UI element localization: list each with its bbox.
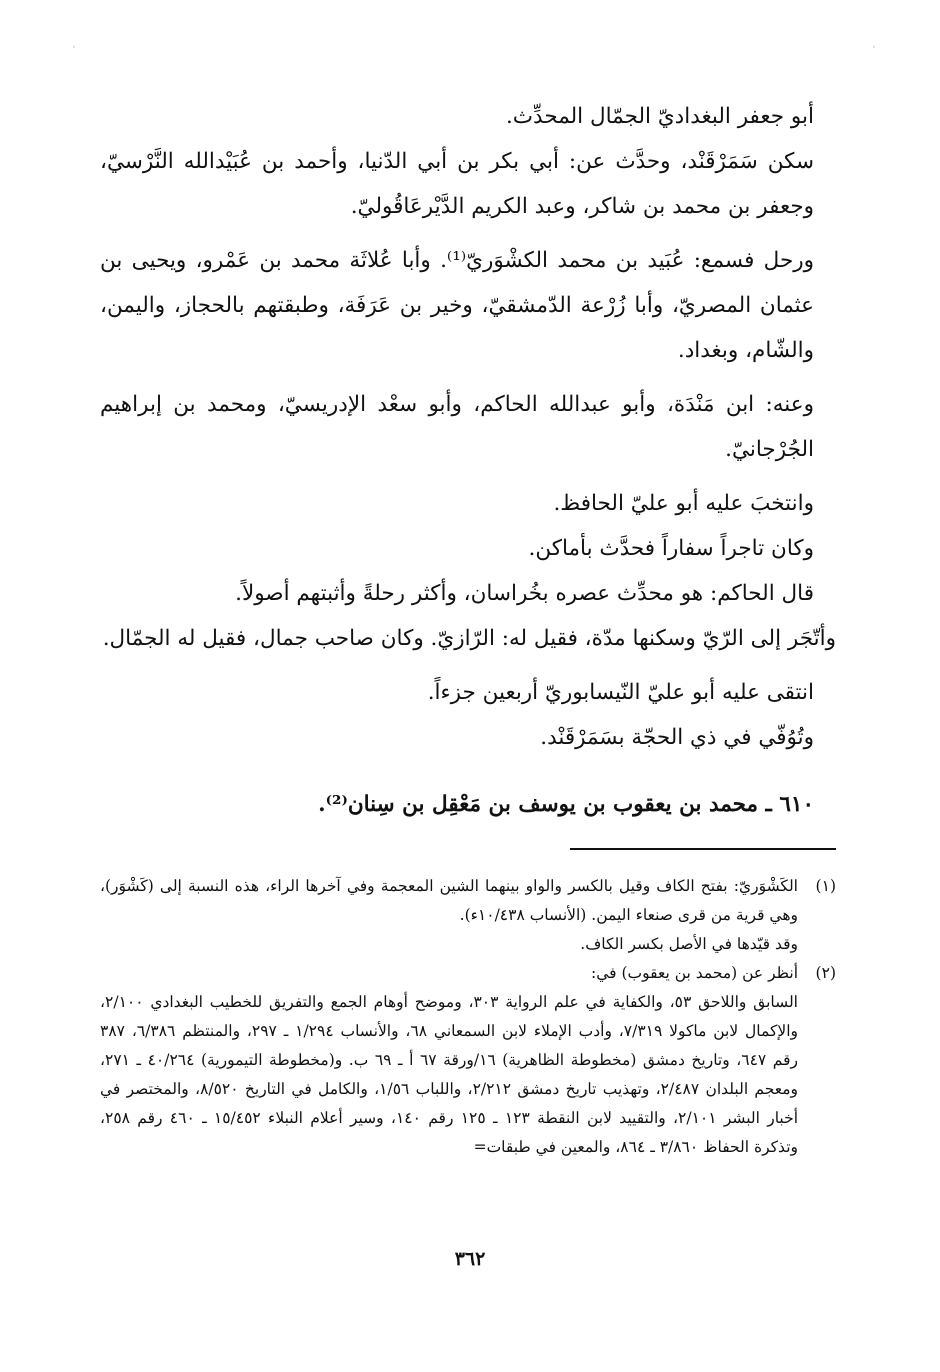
footnote-number: (١) <box>815 877 836 895</box>
paragraph: وتُوُفّي في ذي الحجّة بسَمَرْقَنْد. <box>540 725 814 750</box>
paragraph: وأتّجَر إلى الرّيّ وسكنها مدّة، فقيل له: الرّازيّ. وكان صاحب جمال، فقيل له الجمّال. <box>102 626 836 651</box>
footnote-line: أنظر عن (محمد بن يعقوب) في: <box>591 964 798 982</box>
footnote-number: (٢) <box>815 964 836 982</box>
corner-mark-left: · <box>72 40 76 54</box>
corner-mark-right: · <box>872 40 876 54</box>
paragraph: وكان تاجراً سفاراً فحدَّث بأماكن. <box>528 536 814 561</box>
page-number: ٣٦٢ <box>454 1248 486 1270</box>
footnote-line: وقد قيّدها في الأصل بكسر الكاف. <box>580 935 798 953</box>
paragraph: سكن سَمَرْقَنْد، وحدَّث عن: أبي بكر بن أبي الدّنيا، وأحمد بن عُبَيْدالله النَّرْسيّ، وجعفر بن محمد بن شاكر، وعبد الكريم الدَّيْرعَاقُوليّ. <box>100 149 814 219</box>
paragraph: ورحل فسمع: عُبَيد بن محمد الكشْوَريّ⁽¹⁾. وأبا عُلاثَة محمد بن عَمْرو، ويحيى بن عثمان المصريّ، وأبا زُرْعة الدّمشقيّ، وخير بن عَرَفَة، وطبقتهم بالحجاز، واليمن، والشّام، وبغداد. <box>100 248 815 363</box>
footnote-2 <box>100 959 836 1162</box>
footnote-line: السابق واللاحق ٥٣، والكفاية في علم الرواية ٣٠٣، وموضح أوهام الجمع والتفريق للخطيب البغدادي ٢/١٠٠، والإكمال لابن ماكولا ٧/٣١٩، وأدب الإملاء لابن السمعاني ٦٨، والأنساب ١/٢٩٤ ـ ٢٩٧، والمنتظم ٦/٣٨٦، ٣٨٧ رقم ٦٤٧، وتاريخ دمشق (مخطوطة الظاهرية) ١٦/ورقة ٦٧ أ ـ ٦٩ ب. و(مخطوطة التيمورية) ٤٠/٢٦٤ ـ ٢٧١، ومعجم البلدان ٢/٤٨٧، وتهذيب تاريخ دمشق ٢/٢١٢، واللباب ١/٥٦، والكامل في التاريخ ٨/٥٢٠، والمختصر في أخبار البشر ٢/١٠١، والتقييد لابن النقطة ١٢٣ ـ ١٢٥ رقم ١٤٠، وسير أعلام النبلاء ١٥/٤٥٢ ـ ٤٦٠ رقم ٢٥٨، وتذكرة الحفاظ ٣/٨٦٠ ـ ٨٦٤، والمعين في طبقات= <box>100 993 799 1156</box>
paragraph: انتقى عليه أبو عليّ النّيسابوريّ أربعين جزءاً. <box>427 680 814 705</box>
footnote-1 <box>100 872 836 959</box>
footnote-line: الكَشْوَريّ: بفتح الكاف وقيل بالكسر والواو بينهما الشين المعجمة وفي آخرها الراء، هذه النسبة إلى (كَشْوَر)، وهي قرية من قرى صنعاء اليمن. (الأنساب ١٠/٤٣٨ء). <box>100 877 798 924</box>
paragraph: وعنه: ابن مَنْدَة، وأبو عبدالله الحاكم، وأبو سعْد الإدريسيّ، ومحمد بن إبراهيم الجُرْجانيّ. <box>100 392 814 462</box>
footnote-divider <box>570 848 836 850</box>
paragraph: وانتخبَ عليه أبو عليّ الحافظ. <box>553 491 814 516</box>
footnotes <box>100 872 836 1162</box>
paragraph: قال الحاكم: هو محدِّث عصره بخُراسان، وأكثر رحلةً وأثبتهم أصولاً. <box>235 581 814 606</box>
biography-entry-heading: ٦١٠ ـ محمد بن يعقوب بن يوسف بن مَعْقِل بن سِنان⁽²⁾. <box>318 792 814 817</box>
paragraph: أبو جعفر البغداديّ الجمّال المحدِّث. <box>505 104 814 129</box>
main-text <box>100 94 836 827</box>
